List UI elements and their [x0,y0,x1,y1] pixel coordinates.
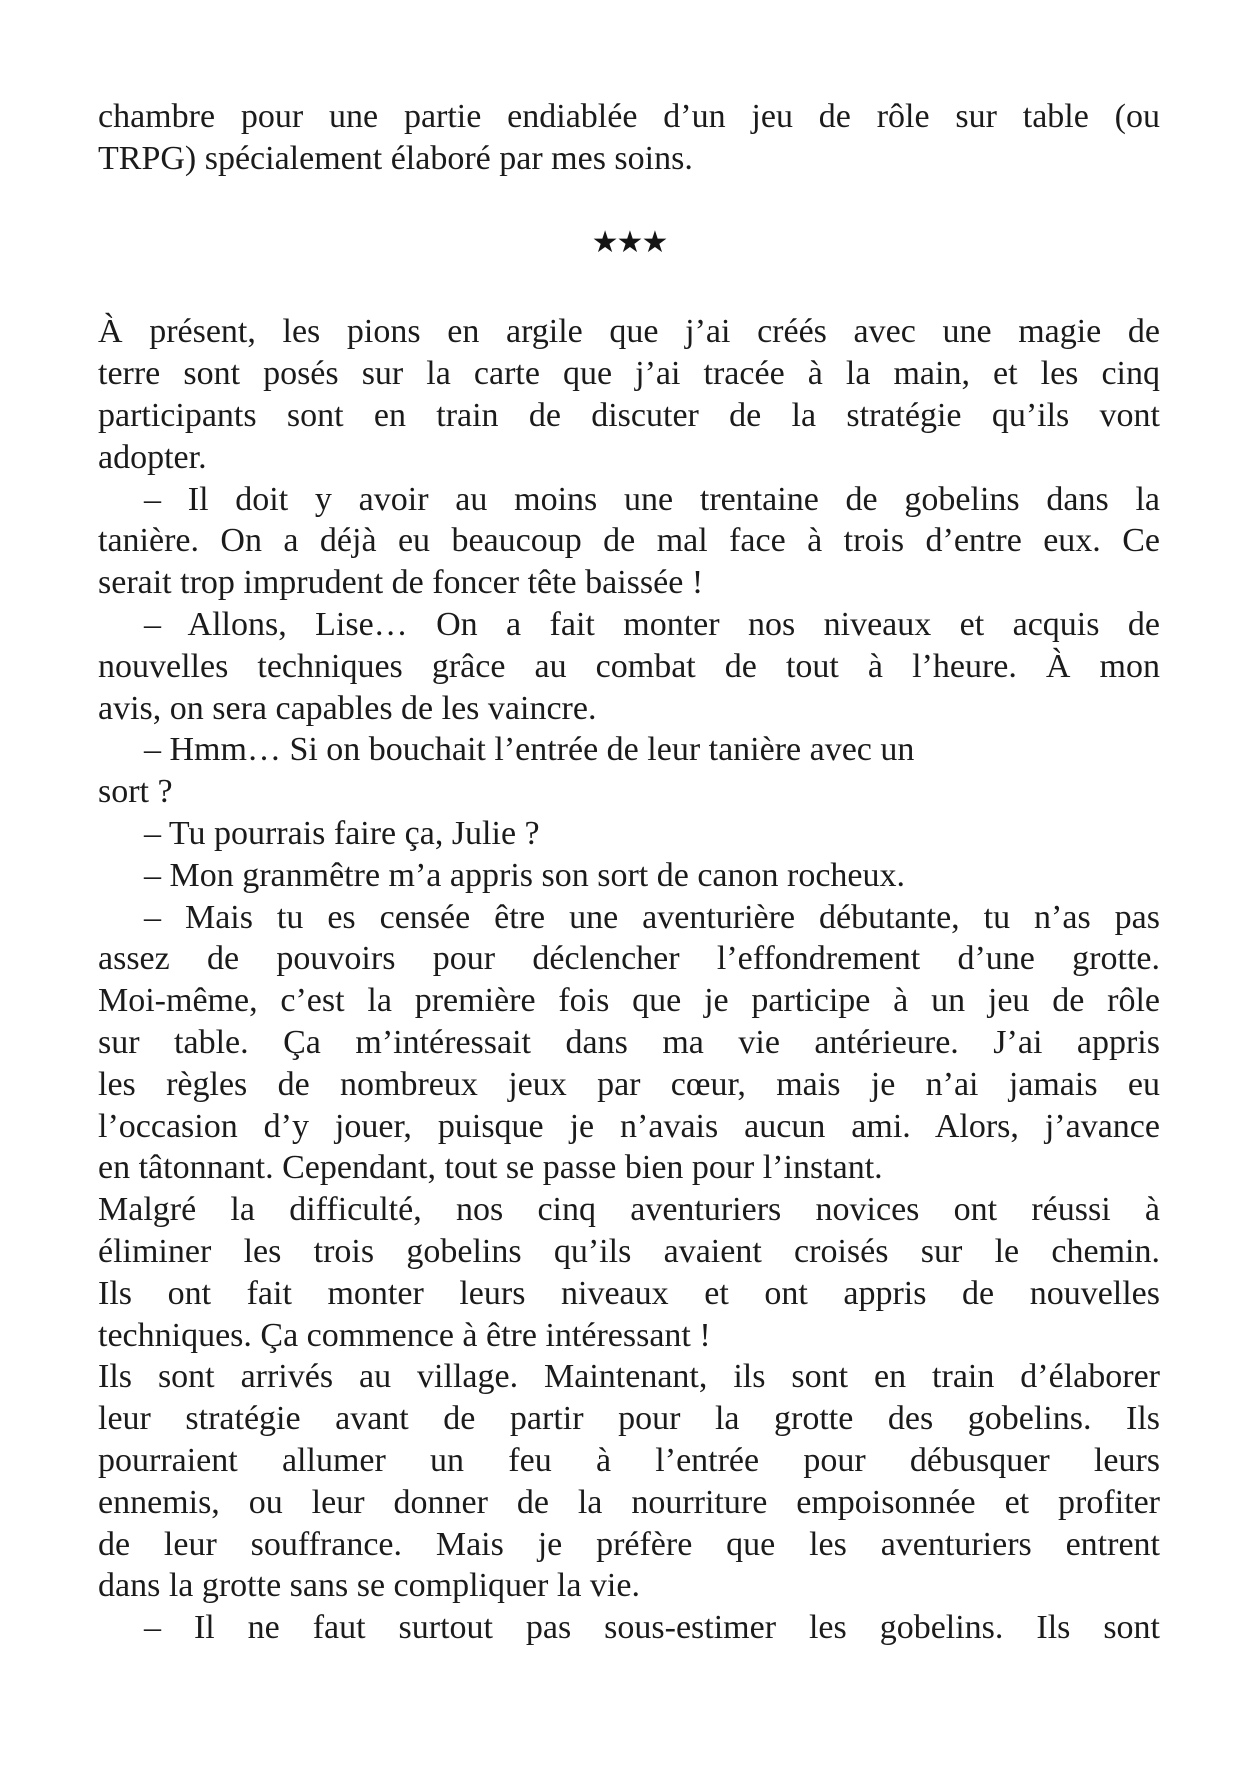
section-break-stars-icon: ★★★ [591,224,667,260]
text-line: éliminer les trois gobelins qu’ils avaient croisés sur le chemin. [98,1232,1160,1270]
text-line: leur stratégie avant de partir pour la grotte des gobelins. Ils [98,1400,1160,1438]
text-line: – Mais tu es censée être une aventurière débutante, tu n’as pas [144,898,1160,936]
text-line: sort ? [98,773,173,811]
dialogue-paragraph [98,813,1160,855]
text-line: – Il doit y avoir au moins une trentaine de gobelins dans la [144,480,1160,518]
text-line: techniques. Ça commence à être intéressant ! [98,1316,711,1354]
text-line: – Il ne faut surtout pas sous-estimer les gobelins. Ils sont [144,1609,1160,1647]
text-line: assez de pouvoirs pour déclencher l’effondrement d’une grotte. [98,940,1160,978]
text-line: – Allons, Lise… On a fait monter nos niveaux et acquis de [144,605,1160,643]
text-line: – Hmm… Si on bouchait l’entrée de leur tanière avec un [144,731,915,769]
text-line: de leur souffrance. Mais je préfère que les aventuriers entrent [98,1525,1160,1563]
text-line: pourraient allumer un feu à l’entrée pour débusquer leurs [98,1441,1160,1479]
text-line: – Tu pourrais faire ça, Julie ? [144,814,540,852]
narration-paragraph [98,1356,1160,1607]
dialogue-paragraph [98,604,1160,729]
page-text-block [98,96,1160,1649]
text-line: dans la grotte sans se compliquer la vie. [98,1567,640,1605]
text-line: – Mon granmêtre m’a appris son sort de canon rocheux. [144,856,905,894]
text-line: sur table. Ça m’intéressait dans ma vie antérieure. J’ai appris [98,1023,1160,1061]
narration-paragraph [98,1189,1160,1356]
text-line: les règles de nombreux jeux par cœur, mais je n’ai jamais eu [98,1065,1160,1103]
text-line: tanière. On a déjà eu beaucoup de mal face à trois d’entre eux. Ce [98,522,1160,560]
text-line: serait trop imprudent de foncer tête baissée ! [98,564,704,602]
text-line: adopter. [98,438,207,476]
text-line: Moi-même, c’est la première fois que je participe à un jeu de rôle [98,982,1160,1020]
text-line: nouvelles techniques grâce au combat de tout à l’heure. À mon [98,647,1160,685]
dialogue-paragraph [98,729,1160,813]
text-line: TRPG) spécialement élaboré par mes soins. [98,139,693,177]
text-line: ennemis, ou leur donner de la nourriture empoisonnée et profiter [98,1483,1160,1521]
text-line: terre sont posés sur la carte que j’ai tracée à la main, et les cinq [98,355,1160,393]
text-line: en tâtonnant. Cependant, tout se passe bien pour l’instant. [98,1149,883,1187]
text-line: Ils sont arrivés au village. Maintenant, ils sont en train d’élaborer [98,1358,1160,1396]
text-line: l’occasion d’y jouer, puisque je n’avais aucun ami. Alors, j’avance [98,1107,1160,1145]
text-line: participants sont en train de discuter de la stratégie qu’ils vont [98,396,1160,434]
text-line: chambre pour une partie endiablée d’un jeu de rôle sur table (ou [98,98,1160,135]
text-line: avis, on sera capables de les vaincre. [98,689,597,727]
dialogue-paragraph [98,1607,1160,1649]
dialogue-paragraph [98,855,1160,897]
narration-paragraph [98,311,1160,478]
text-line: Malgré la difficulté, nos cinq aventuriers novices ont réussi à [98,1191,1160,1229]
dialogue-paragraph [98,479,1160,604]
text-line: À présent, les pions en argile que j’ai créés avec une magie de [98,313,1160,351]
dialogue-paragraph [98,897,1160,981]
narration-paragraph [98,96,1160,180]
text-line: Ils ont fait monter leurs niveaux et ont appris de nouvelles [98,1274,1160,1312]
narration-paragraph [98,980,1160,1189]
